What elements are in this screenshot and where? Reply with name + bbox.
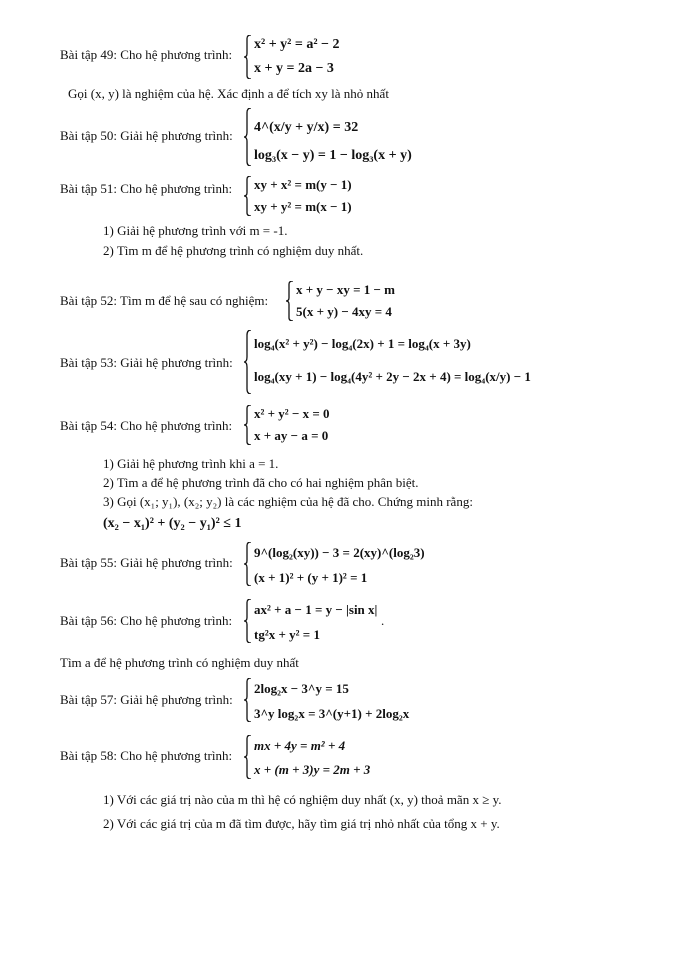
brace-icon	[286, 281, 294, 321]
brace-icon	[244, 542, 252, 586]
exercise-52-eq2: 5(x + y) − 4xy = 4	[296, 304, 392, 319]
exercise-56-label: Bài tập 56: Cho hệ phương trình:	[60, 613, 233, 628]
exercise-57-eq1: 2log₂x − 3^y = 15	[254, 681, 349, 696]
brace-icon	[244, 35, 252, 79]
exercise-52-eq1: x + y − xy = 1 − m	[296, 282, 395, 297]
exercise-51-system	[244, 174, 374, 218]
exercise-54-inequality: (x₂ − x₁)² + (y₂ − y₁)² ≤ 1	[103, 516, 242, 531]
exercise-55-system	[244, 540, 434, 588]
exercise-50-system	[244, 106, 434, 168]
exercise-58-system	[244, 733, 384, 781]
exercise-54-question-3: 3) Gọi (x₁; y₁), (x₂; y₂) là các nghiệm của hệ đã cho. Chứng minh rằng:	[103, 494, 473, 509]
exercise-51-question-1: 1) Giải hệ phương trình với m = -1.	[103, 223, 288, 238]
exercise-56-eq1: ax² + a − 1 = y − |sin x|	[254, 602, 378, 617]
exercise-53-system	[244, 328, 564, 396]
exercise-54-eq1: x² + y² − x = 0	[254, 406, 330, 421]
brace-icon	[244, 405, 252, 445]
exercise-56-system	[244, 597, 394, 645]
exercise-51-question-2: 2) Tìm m để hệ phương trình có nghiệm duy nhất.	[103, 243, 364, 258]
exercise-57-label: Bài tập 57: Giải hệ phương trình:	[60, 692, 233, 707]
exercise-51-eq2: xy + y² = m(x − 1)	[254, 199, 352, 214]
exercise-57-eq2: 3^y log₂x = 3^(y+1) + 2log₂x	[254, 706, 410, 721]
exercise-54-label: Bài tập 54: Cho hệ phương trình:	[60, 418, 233, 433]
exercise-54-question-2: 2) Tìm a để hệ phương trình đã cho có hai nghiệm phân biệt.	[103, 475, 419, 490]
exercise-51-eq1: xy + x² = m(y − 1)	[254, 177, 352, 192]
exercise-58-question-2: 2) Với các giá trị của m đã tìm được, hãy tìm giá trị nhỏ nhất của tổng x + y.	[103, 816, 500, 831]
brace-icon	[244, 330, 252, 394]
exercise-53-eq2: log₄(xy + 1) − log₄(4y² + 2y − 2x + 4) = log₄(x/y) − 1	[254, 369, 531, 384]
exercise-58-eq1: mx + 4y = m² + 4	[254, 738, 346, 753]
exercise-54-question-1: 1) Giải hệ phương trình khi a = 1.	[103, 456, 279, 471]
exercise-57-system	[244, 676, 414, 724]
exercise-55-eq1: 9^(log₂(xy)) − 3 = 2(xy)^(log₂3)	[254, 545, 425, 560]
exercise-55-label: Bài tập 55: Giải hệ phương trình:	[60, 555, 233, 570]
exercise-49-note: Gọi (x, y) là nghiệm của hệ. Xác định a để tích xy là nhỏ nhất	[68, 86, 389, 101]
exercise-56-note: Tìm a để hệ phương trình có nghiệm duy nhất	[60, 655, 299, 670]
exercise-58-question-1: 1) Với các giá trị nào của m thì hệ có nghiệm duy nhất (x, y) thoả mãn x ≥ y.	[103, 792, 502, 807]
exercise-50-label: Bài tập 50: Giải hệ phương trình:	[60, 128, 233, 143]
exercise-51-label: Bài tập 51: Cho hệ phương trình:	[60, 181, 233, 196]
exercise-54-system	[244, 403, 374, 447]
exercise-49-eq2: x + y = 2a − 3	[254, 61, 334, 76]
exercise-50-eq2: log₃(x − y) = 1 − log₃(x + y)	[254, 148, 412, 163]
exercise-56-eq2: tg²x + y² = 1	[254, 627, 320, 642]
exercise-56-period: .	[381, 613, 385, 628]
exercise-49-eq1: x² + y² = a² − 2	[254, 37, 340, 52]
brace-icon	[244, 176, 252, 216]
exercise-54-eq2: x + ay − a = 0	[254, 428, 329, 443]
exercise-52-label: Bài tập 52: Tìm m để hệ sau có nghiệm:	[60, 293, 269, 308]
exercise-52-system	[286, 279, 416, 323]
brace-icon	[244, 599, 252, 643]
exercise-58-eq2: x + (m + 3)y = 2m + 3	[254, 762, 371, 777]
exercise-49-label: Bài tập 49: Cho hệ phương trình:	[60, 47, 233, 62]
exercise-58-label: Bài tập 58: Cho hệ phương trình:	[60, 748, 233, 763]
exercise-55-eq2: (x + 1)² + (y + 1)² = 1	[254, 570, 368, 585]
brace-icon	[244, 678, 252, 722]
brace-icon	[244, 735, 252, 779]
brace-icon	[244, 108, 252, 166]
exercise-49-system	[244, 33, 374, 81]
exercise-50-eq1: 4^(x/y + y/x) = 32	[254, 120, 359, 135]
exercise-53-label: Bài tập 53: Giải hệ phương trình:	[60, 355, 233, 370]
exercise-53-eq1: log₄(x² + y²) − log₄(2x) + 1 = log₄(x + 3y)	[254, 336, 471, 351]
